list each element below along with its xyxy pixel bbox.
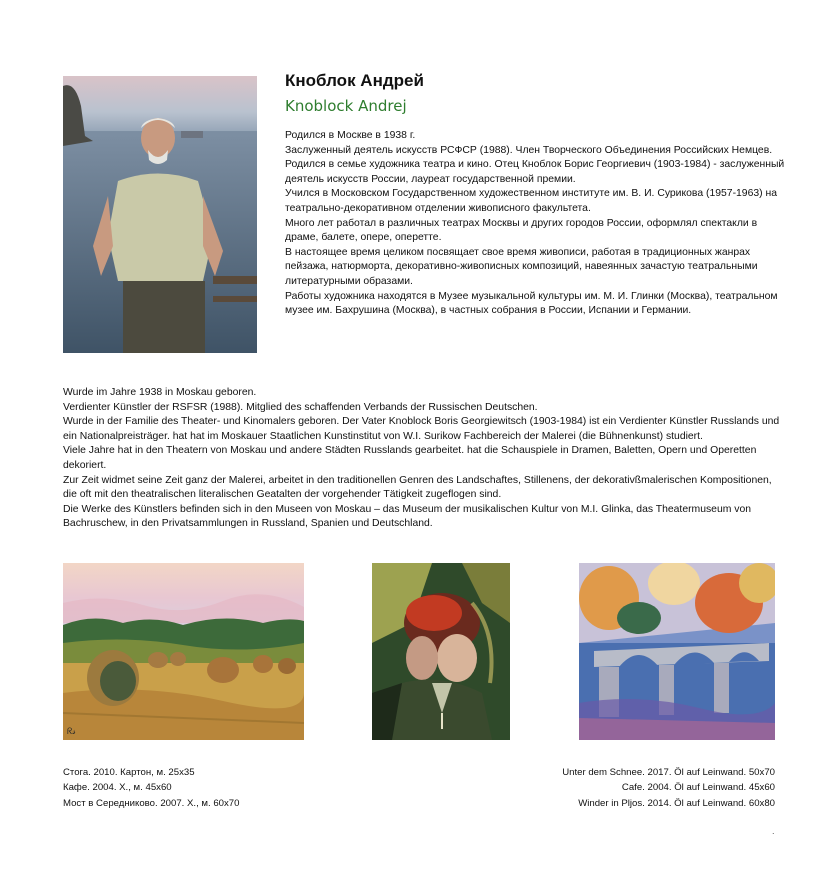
caption-de: Cafe. 2004. Öl auf Leinwand. 45x60 [621, 782, 775, 794]
footer-mark: . [772, 826, 775, 836]
bio-de-line: Die Werke des Künstlers befinden sich in den Museen von Moskau – das Museum der musikalischen Kultur von M.I. Glinka, das Theatermuseum von Bachruschew, in den Privatsammlungen in Russland, Spanien und Deutschland. [63, 503, 752, 530]
caption-ru: Мост в Середниково. 2007. Х., м. 60х70 [63, 797, 240, 809]
caption-ru: Стога. 2010. Картон, м. 25х35 [63, 767, 195, 778]
svg-text:ᖇ𝓈: ᖇ𝓈 [67, 727, 76, 737]
bio-de-line: Zur Zeit widmet seine Zeit ganz der Malerei, arbeitet in den traditionellen Genren des Landschaftes, Stillenens, der dekorativßmalerischen Kompositionen, die oft mit den theatralischen literalischen Geatalten der vorgehender Tätigkeit zugeflogen sind. [63, 474, 772, 501]
bio-ru-line: Родился в семье художника театра и кино. Отец Кноблок Борис Георгиевич (1903-1984) - заслуженный деятель искусств России, лауреат государственной премии. [285, 159, 785, 185]
painting-cafe [372, 563, 510, 740]
bio-ru-line: Учился в Московском Государственном художественном институте им. В. И. Сурикова (1957-1963) на театрально-декоративном отделении живописного факультета. [285, 188, 778, 214]
captions-russian [63, 765, 239, 811]
captions-german [562, 765, 775, 811]
artist-name-german: Knoblock Andrej [285, 97, 407, 115]
bio-ru-line: В настоящее время целиком посвящает свое время живописи, работая в традиционных жанрах пейзажа, натюрморта, декоративно-живописных композиций, навеянных зачастую театральными литературными образами. [285, 246, 758, 287]
caption-ru: Кафе. 2004. Х., м. 45х60 [63, 782, 172, 794]
bio-ru-line: Родился в Москве в 1938 г. [285, 130, 416, 141]
bio-ru-line: Заслуженный деятель искусств РСФСР (1988). Член Творческого Объединения Российских Немцев. [285, 144, 773, 156]
bio-de-line: Verdienter Künstler der RSFSR (1988). Mitglied des schaffenden Verbands der Russischen Deutschen. [63, 401, 538, 413]
bio-ru-line: Работы художника находятся в Музее музыкальной культуры им. М. И. Глинки (Москва), театральном музее им. Бахрушина (Москва), в частных собрания в России, Испании и Германии. [285, 290, 778, 317]
biography-russian [285, 129, 785, 319]
caption-de: Winder in Pljos. 2014. Öl auf Leinwand. 60x80 [578, 797, 775, 809]
bio-ru-line: Много лет работал в различных театрах Москвы и других городов России, оформлял спектакли в драме, балете, опере, оперетте. [285, 217, 758, 244]
artist-portrait-photo [63, 76, 257, 353]
painting-bridge [579, 563, 775, 740]
painting-haystacks [63, 563, 304, 740]
bio-de-line: Viele Jahre hat in den Theatern von Moskau und andere Städten Russlands gearbeitet. hat die Schauspiele in Dramen, Baletten, Opern und Operetten dekoriert. [63, 445, 757, 471]
artist-name-russian: Кноблок Андрей [285, 71, 424, 90]
bio-de-line: Wurde in der Familie des Theater- und Kinomalers geboren. Der Vater Knoblock Boris Georgiewitsch (1903-1984) ist ein Verdienter Künstler Russlands und ein Nationalpreisträger. hat hat im Moskauer Staatlichen Kunstinstitut von W.I. Surikow Fachbereich der Malerei (die Bühnenkunst) studiert. [63, 416, 780, 442]
bio-de-line: Wurde im Jahre 1938 in Moskau geboren. [63, 387, 257, 398]
biography-german [63, 386, 783, 532]
caption-de: Unter dem Schnee. 2017. Öl auf Leinwand. 50x70 [562, 767, 775, 778]
